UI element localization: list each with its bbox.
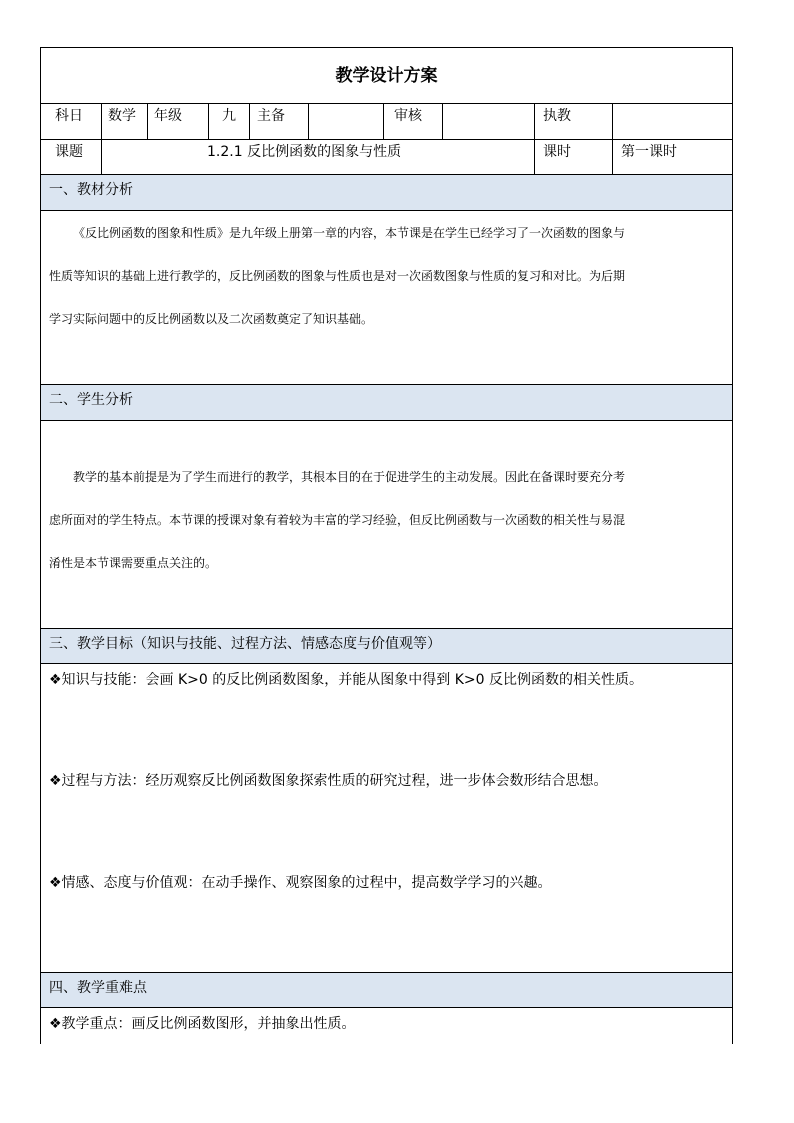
section-3-heading: 三、教学目标（知识与技能、过程方法、情感态度与价值观等） (49, 636, 441, 652)
section-4-body (41, 1008, 732, 1044)
section-3-heading-row (41, 629, 732, 664)
subject-value: 数学 (108, 108, 136, 124)
section-2-line-3: 淆性是本节课需要重点关注的。 (49, 556, 218, 570)
section-2-heading-row (41, 385, 732, 421)
lead-value-cell (309, 104, 384, 139)
section-1-paragraph (49, 223, 724, 352)
lead-label-cell (250, 104, 309, 139)
lesson-plan-table (40, 47, 733, 1044)
section-1-heading: 一、教材分析 (49, 182, 133, 198)
teacher-label-cell (535, 104, 613, 139)
subject-label: 科日 (55, 108, 83, 124)
title-row (41, 48, 732, 104)
period-value-cell (613, 140, 732, 174)
section-3-body (41, 664, 732, 973)
period-label-cell (535, 140, 613, 174)
topic-value-cell (102, 140, 535, 174)
section-1-line-2: 性质等知识的基础上进行教学的，反比例函数的图象与性质也是对一次函数图象与性质的复习和对比。为后期 (49, 269, 626, 283)
goal-attitude-values: ❖情感、态度与价值观：在动手操作、观察图象的过程中，提高数学学习的兴趣。 (49, 875, 552, 891)
goal-process-methods: ❖过程与方法：经历观察反比例函数图象探索性质的研究过程，进一步体会数形结合思想。 (49, 773, 608, 789)
section-1-line-1: 《反比例函数的图象和性质》是九年级上册第一章的内容，本节课是在学生已经学习了一次函数的图象与 (73, 226, 626, 240)
section-2-body (41, 421, 732, 629)
section-2-paragraph (49, 467, 724, 596)
lead-label: 主备 (257, 108, 285, 124)
section-2-heading: 二、学生分析 (49, 392, 133, 408)
subject-label-cell (41, 104, 102, 139)
section-1-line-3: 学习实际问题中的反比例函数以及二次函数奠定了知识基础。 (49, 312, 374, 326)
grade-label: 年级 (154, 108, 182, 124)
subject-value-cell (102, 104, 148, 139)
grade-value-cell (209, 104, 250, 139)
section-2-line-1: 教学的基本前提是为了学生而进行的教学，其根本目的在于促进学生的主动发展。因此在备课时要充分考 (73, 470, 626, 484)
section-4-heading: 四、教学重难点 (49, 980, 147, 996)
section-1-heading-row (41, 175, 732, 211)
review-label-cell (384, 104, 443, 139)
period-value: 第一课时 (621, 144, 677, 160)
topic-row (41, 140, 732, 175)
period-label: 课时 (543, 144, 571, 160)
document-title: 教学设计方案 (335, 66, 438, 86)
section-1-body (41, 211, 732, 385)
review-value-cell (443, 104, 535, 139)
topic-label-cell (41, 140, 102, 174)
section-4-heading-row (41, 973, 732, 1008)
topic-label: 课题 (55, 144, 83, 160)
teacher-label: 执教 (543, 108, 571, 124)
teacher-value-cell (613, 104, 732, 139)
key-point-1: ❖教学重点：画反比例函数图形，并抽象出性质。 (49, 1016, 356, 1032)
section-2-line-2: 虑所面对的学生特点。本节课的授课对象有着较为丰富的学习经验，但反比例函数与一次函数的相关性与易混 (49, 513, 626, 527)
grade-value: 九 (222, 108, 236, 124)
grade-label-cell (148, 104, 209, 139)
goal-knowledge-skills: ❖知识与技能：会画 K>0 的反比例函数图象，并能从图象中得到 K>0 反比例函数的相关性质。 (49, 672, 643, 688)
review-label: 审核 (394, 108, 422, 124)
header-row (41, 104, 732, 140)
topic-value: 1.2.1 反比例函数的图象与性质 (207, 144, 402, 160)
